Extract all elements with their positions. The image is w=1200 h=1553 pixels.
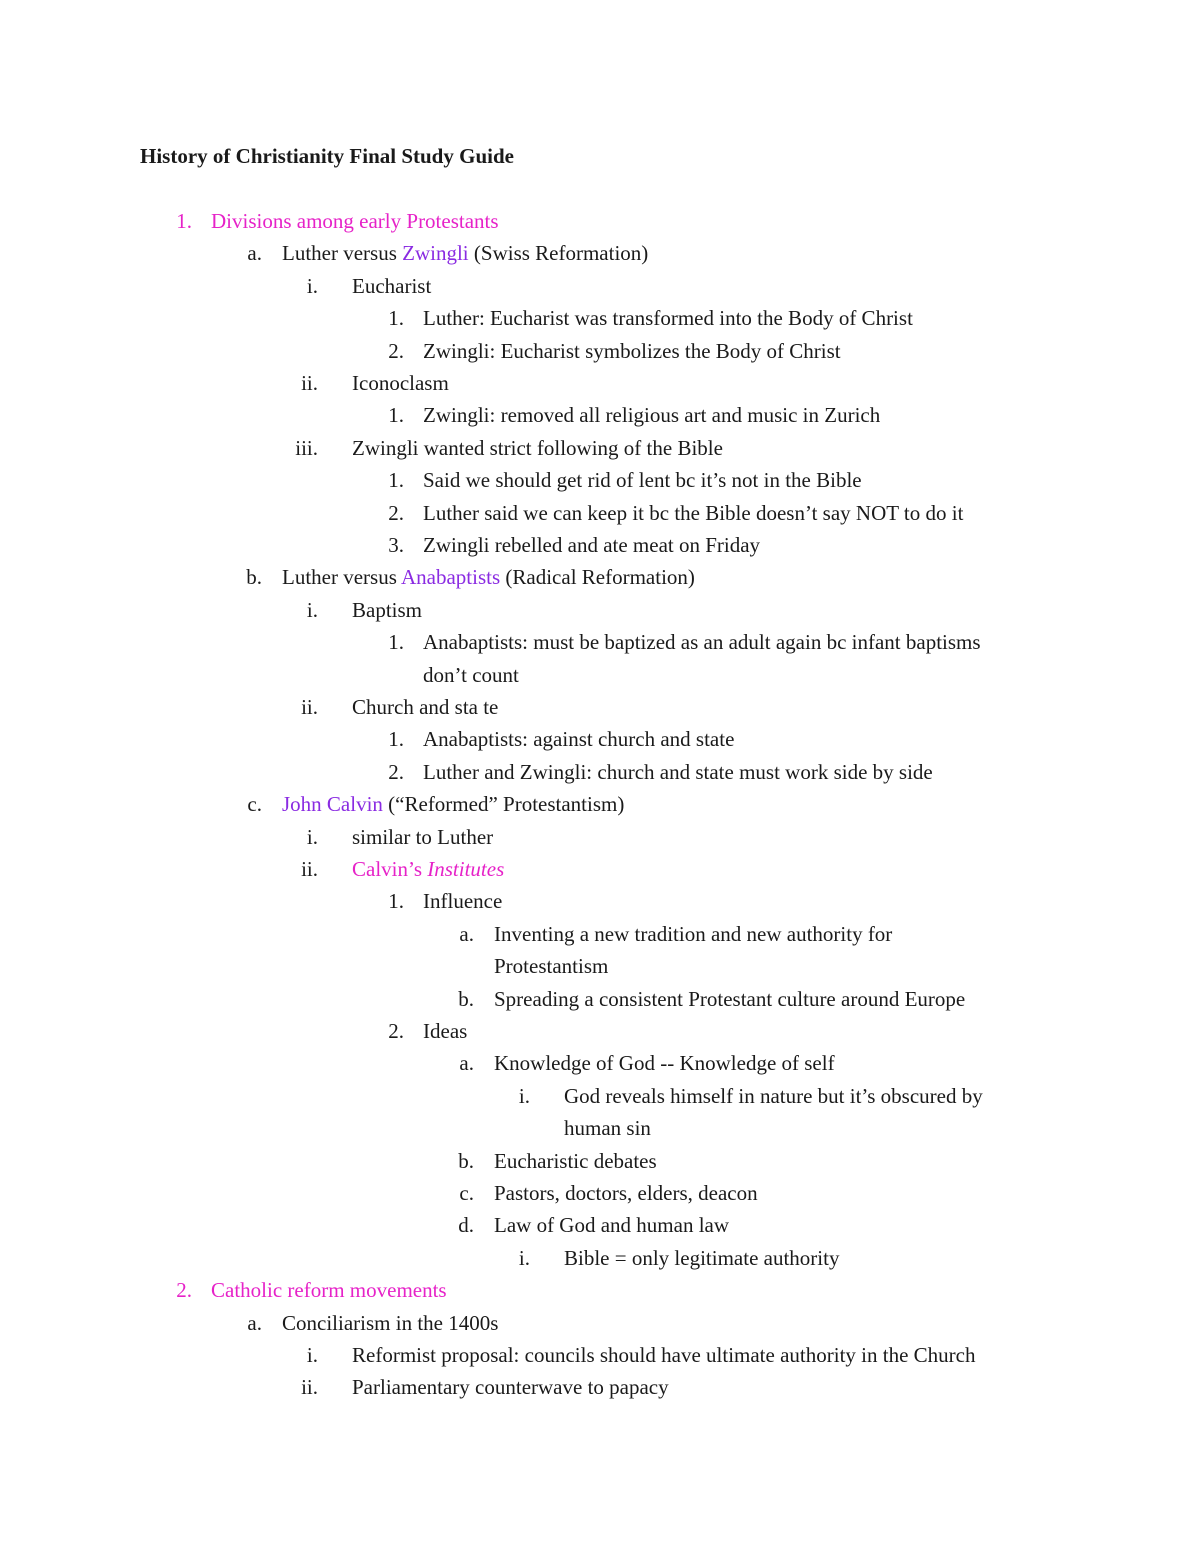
outline-text-segment: Conciliarism in the 1400s [282,1310,499,1335]
outline-text [352,271,431,301]
outline-marker: 2. [388,500,404,525]
outline-text-segment: Said we should get rid of lent bc it’s not in the Bible [423,468,862,493]
outline-marker: ii. [301,1375,318,1400]
outline-item-level-3 [0,595,1200,625]
outline-text-segment: Catholic reform movements [211,1278,447,1303]
outline-text-segment: John Calvin [282,792,383,817]
outline-text [494,1178,758,1208]
outline-text [423,757,933,787]
outline-item-level-4 [0,627,1200,657]
outline-text-segment: Bible = only legitimate authority [564,1245,840,1270]
outline-text-segment: Eucharistic debates [494,1148,657,1173]
outline-marker: ii. [301,857,318,881]
outline-text-segment: Inventing a new tradition and new authority for [494,921,893,946]
outline-text [352,692,498,722]
outline-text-segment: Luther and Zwingli: church and state must work side by side [423,759,933,784]
outline-item-level-4 [0,530,1200,560]
outline-marker: 1. [388,727,404,752]
outline-text-segment: (Radical Reformation) [500,565,695,590]
outline-text [352,1340,975,1370]
outline-marker: b. [246,565,262,590]
outline-item-level-4 [0,660,1200,690]
outline-marker: 1. [388,306,404,331]
outline-marker: 1. [388,630,404,655]
outline-text [423,627,981,657]
outline-text-segment: (Swiss Reformation) [468,241,649,266]
outline-text [282,789,624,819]
outline-marker: i. [306,1343,318,1367]
outline-text-segment: Baptism [352,597,423,622]
outline-marker: 2. [388,338,404,363]
outline-text-segment: Zwingli wanted strict following of the Bible [352,435,723,460]
outline-text [564,1081,983,1111]
outline-text [494,984,965,1014]
outline-item-level-6 [0,1081,1200,1111]
outline-item-level-2 [0,1308,1200,1338]
outline-item-level-4 [0,498,1200,528]
outline-text-segment: Zwingli rebelled and ate meat on Friday [423,533,761,557]
outline-text-segment: Luther versus [282,565,401,590]
outline-text-segment: Institutes [427,857,505,881]
outline-item-level-3 [0,368,1200,398]
outline-item-level-4 [0,724,1200,754]
outline-item-level-2 [0,562,1200,592]
outline-text-segment: Knowledge of God -- Knowledge of self [494,1051,835,1076]
outline-text [352,595,422,625]
outline-text [352,368,449,398]
outline-marker: a. [247,241,262,266]
outline-marker: c. [459,1181,474,1205]
outline-text-segment: Calvin’s [352,857,428,881]
outline-item-level-2 [0,238,1200,268]
outline-item-level-1 [0,1275,1200,1305]
outline-item-level-3 [0,1372,1200,1402]
outline-item-level-5 [0,1210,1200,1240]
outline-item-level-5 [0,1178,1200,1208]
outline-item-level-4 [0,1016,1200,1046]
outline-text-segment: God reveals himself in nature but it’s obscured by [564,1083,983,1108]
outline-text [282,562,695,592]
outline-text-segment: Zwingli [402,241,469,266]
outline-marker: i. [306,824,318,849]
document-title: History of Christianity Final Study Guide [140,144,514,168]
outline-text [423,1016,467,1046]
outline-text [211,1275,447,1305]
outline-item-level-5 [0,951,1200,981]
outline-text [423,336,841,366]
outline-text-segment: human sin [564,1116,651,1141]
outline-marker: a. [247,1310,262,1335]
outline-item-level-3 [0,822,1200,852]
outline-marker: a. [459,1051,474,1076]
outline-text [494,919,892,949]
outline-text [423,498,963,528]
outline-text [564,1243,839,1273]
outline-item-level-5 [0,984,1200,1014]
outline-text [423,660,519,690]
outline-text [423,303,913,333]
outline-text-segment: Iconoclasm [352,371,449,395]
outline-item-level-1 [0,206,1200,236]
outline-text-segment: Parliamentary counterwave to papacy [352,1375,669,1400]
outline-text [564,1113,651,1143]
outline-text-segment: don’t count [423,662,519,687]
outline-text-segment: Anabaptists [400,565,501,590]
outline-item-level-4 [0,336,1200,366]
outline-text-segment: Pastors, doctors, elders, deacon [494,1181,758,1205]
outline-text-segment: Anabaptists: against church and state [423,727,735,752]
outline-marker: 2. [388,1019,404,1043]
outline-text [494,951,608,981]
outline-text-segment: Spreading a consistent Protestant culture around Europe [494,986,966,1011]
outline-text-segment: Reformist proposal: councils should have ultimate authority in the Church [352,1343,976,1367]
outline-marker: d. [458,1213,474,1238]
outline-text-segment: similar to Luther [352,824,494,849]
outline-text-segment: (“Reformed” Protestantism) [382,792,625,817]
outline-text [211,206,499,236]
outline-text-segment: Divisions among early Protestants [211,209,499,233]
outline-text-segment: Influence [423,889,503,914]
outline-text [423,724,734,754]
outline-item-level-3 [0,433,1200,463]
outline-marker: 2. [388,759,404,784]
outline-marker: 1. [388,889,404,914]
outline-text-segment: Zwingli: removed all religious art and music in Zurich [423,403,881,428]
outline-text-segment: Luther said we can keep it bc the Bible doesn’t say NOT to do it [423,500,964,525]
outline-item-level-4 [0,757,1200,787]
outline-item-level-6 [0,1113,1200,1143]
outline-text [352,1372,669,1402]
outline-item-level-3 [0,692,1200,722]
outline-marker: i. [518,1083,530,1108]
outline-item-level-3 [0,271,1200,301]
outline-marker: 1. [176,209,192,233]
outline-text [423,400,880,430]
outline-text [423,530,760,560]
outline-item-level-6 [0,1243,1200,1273]
outline-item-level-4 [0,400,1200,430]
outline-marker: a. [459,921,474,946]
outline-item-level-2 [0,789,1200,819]
outline-text-segment: Ideas [423,1019,468,1043]
outline-text-segment: Church and sta te [352,695,499,719]
outline-item-level-3 [0,1340,1200,1370]
outline-item-level-4 [0,465,1200,495]
outline-text [352,822,493,852]
outline-text [423,465,862,495]
outline-marker: 1. [388,468,404,493]
outline-marker: 3. [388,533,404,557]
outline-text-segment: Zwingli: Eucharist symbolizes the Body of Christ [423,338,841,363]
outline-item-level-5 [0,1146,1200,1176]
outline-item-level-4 [0,886,1200,916]
outline-text [494,1048,835,1078]
outline-marker: i. [306,597,318,622]
outline-text [282,1308,498,1338]
outline-text-segment: Anabaptists: must be baptized as an adult again bc infant baptisms [423,630,981,655]
outline-item-level-4 [0,303,1200,333]
outline-item-level-5 [0,1048,1200,1078]
outline-marker: b. [458,986,474,1011]
outline-text [494,1146,657,1176]
outline-text-segment: Luther versus [282,241,403,266]
outline-marker: i. [518,1245,530,1270]
outline-marker: ii. [301,371,318,395]
outline-marker: i. [306,273,318,298]
outline-marker: ii. [301,695,318,719]
outline-marker: iii. [295,435,318,460]
outline-text [352,854,504,884]
outline-text [494,1210,729,1240]
outline-text-segment: Law of God and human law [494,1213,730,1238]
outline-item-level-3 [0,854,1200,884]
outline-text-segment: Protestantism [494,954,609,979]
outline-text [352,433,723,463]
outline-text-segment: Eucharist [352,273,432,298]
outline-marker: 1. [388,403,404,428]
outline-text-segment: Luther: Eucharist was transformed into the Body of Christ [423,306,913,331]
outline-item-level-5 [0,919,1200,949]
outline-marker: 2. [176,1278,192,1303]
outline-marker: b. [458,1148,474,1173]
outline-text [423,886,502,916]
outline-marker: c. [247,792,262,817]
outline-text [282,238,648,268]
